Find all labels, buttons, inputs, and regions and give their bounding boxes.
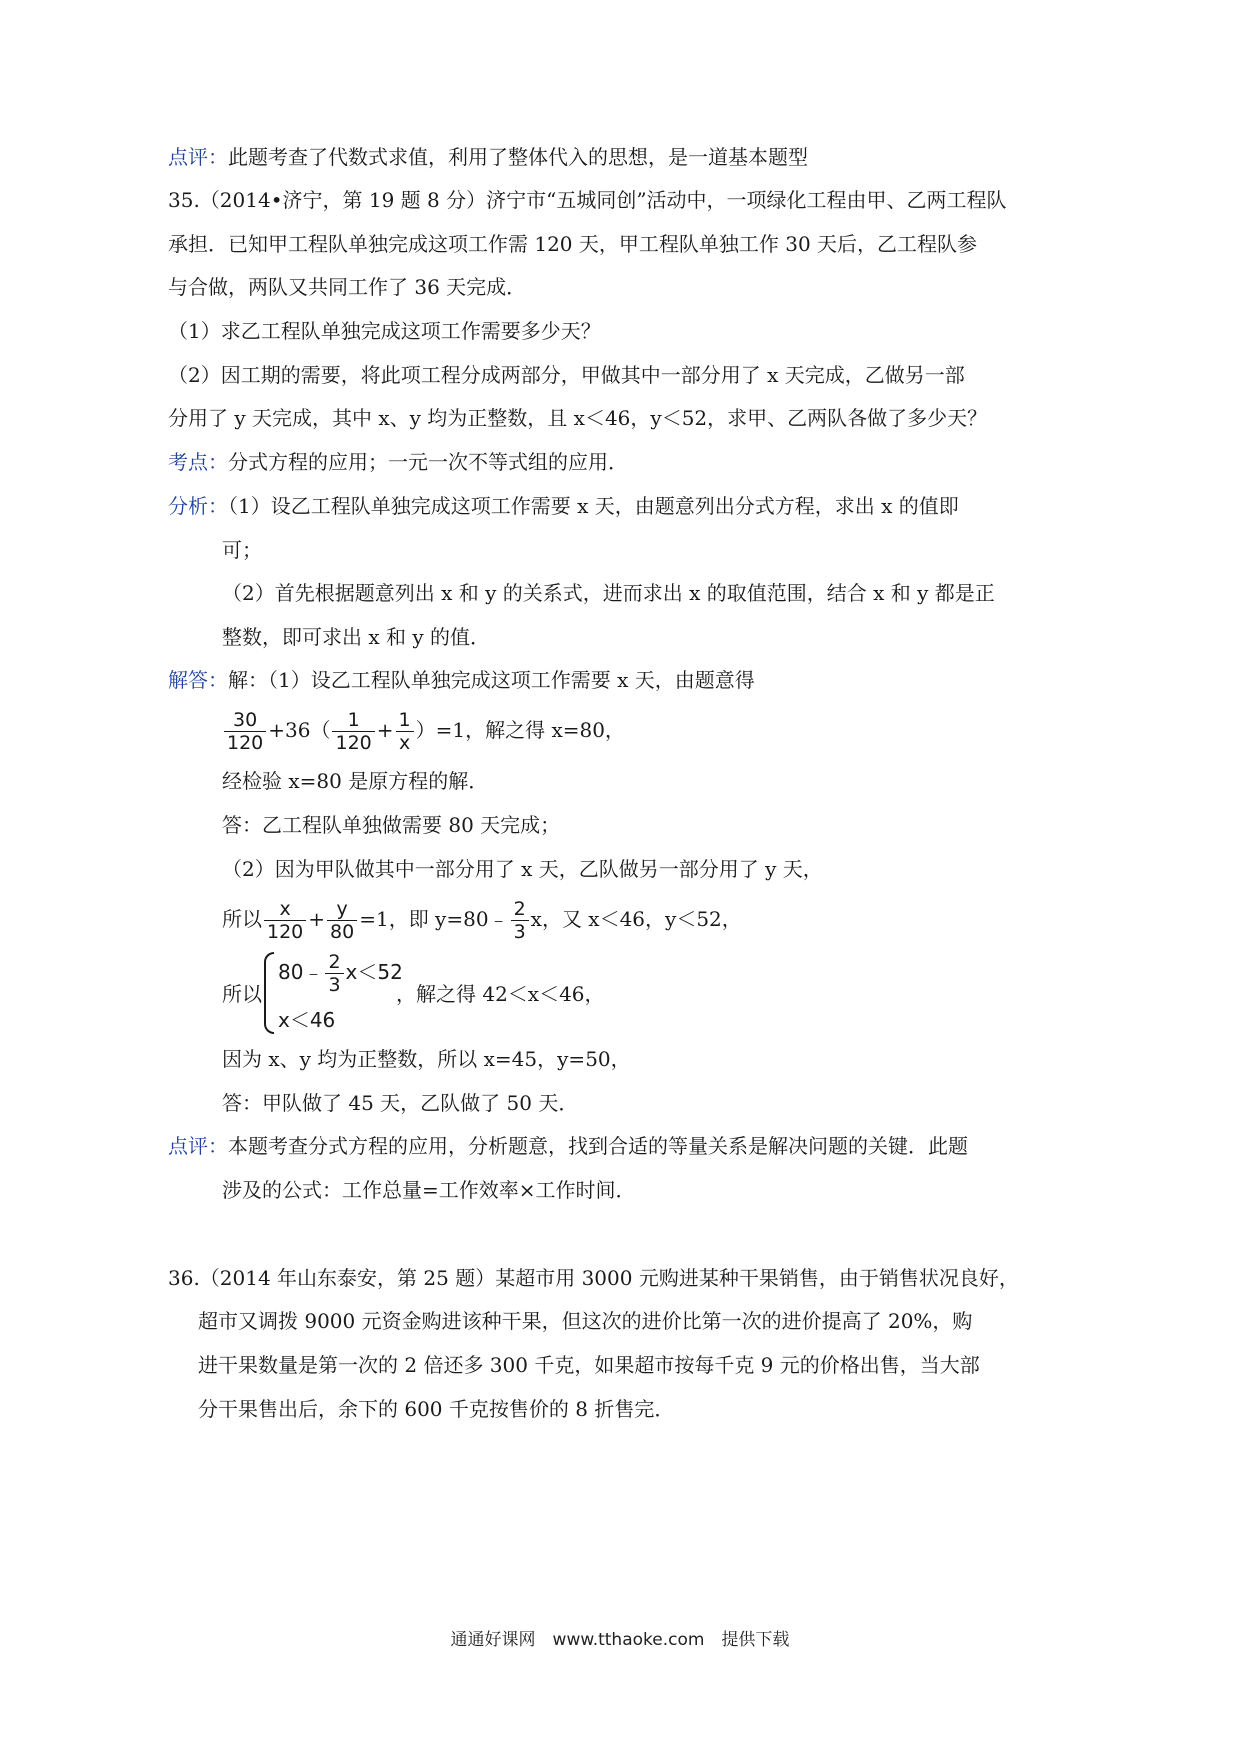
fraction-1-x: $\frac{1}{x}$ <box>396 709 414 754</box>
dianping-text-1: 本题考查分式方程的应用，分析题意，找到合适的等量关系是解决问题的关键．此题 <box>228 1134 968 1158</box>
q36-line-1: 36.（2014 年山东泰安，第 25 题）某超市用 3000 元购进某种干果销售，由于销售状况良好， <box>168 1266 1019 1290</box>
system-row-2: x＜46 <box>278 1008 336 1032</box>
q35-sub-2-line-2: 分用了 y 天完成，其中 x、y 均为正整数，且 x＜46，y＜52，求甲、乙两队各做了多少天？ <box>168 406 988 430</box>
system-brace <box>264 952 274 1034</box>
fraction-y-80: $\frac{y}{80}$ <box>327 898 357 943</box>
comment-label: 点评： <box>168 145 228 169</box>
top-comment <box>168 143 808 171</box>
equation-2: 所以 $\frac{x}{120}$ + $\frac{y}{80}$ =1，即 y=80﹣ $\frac{2}{3}$ x，又 x＜46，y＜52， <box>222 898 742 943</box>
jieda-text-1: 解：（1）设乙工程队单独完成这项工作需要 x 天，由题意得 <box>228 668 755 692</box>
q35-sub-1: （1）求乙工程队单独完成这项工作需要多少天？ <box>168 319 601 343</box>
kaodian-label: 考点： <box>168 450 228 474</box>
q36-line-2: 超市又调拨 9000 元资金购进该种干果，但这次的进价比第一次的进价提高了 20%，购 <box>198 1309 973 1333</box>
jieda-line-4: 答：乙工程队单独做需要 80 天完成； <box>222 813 561 837</box>
jieda-line-9: 答：甲队做了 45 天，乙队做了 50 天． <box>222 1091 579 1115</box>
kaodian <box>168 448 628 476</box>
fenxi-text-1: （1）设乙工程队单独完成这项工作需要 x 天，由题意列出分式方程，求出 x 的值即 <box>228 494 959 518</box>
fenxi-line-2: 可； <box>222 538 262 562</box>
system-prefix: 所以 <box>222 982 262 1006</box>
fraction-30-120: $\frac{30}{120}$ <box>224 709 266 754</box>
fenxi-label: 分析： <box>168 494 228 518</box>
kaodian-text: 分式方程的应用；一元一次不等式组的应用． <box>228 450 628 474</box>
fraction-2-3-system: $\frac{2}{3}$ <box>325 951 343 996</box>
dianping-label: 点评： <box>168 1134 228 1158</box>
comment-text: 此题考查了代数式求值，利用了整体代入的思想，是一道基本题型 <box>228 145 808 169</box>
q36-line-4: 分干果售出后，余下的 600 千克按售价的 8 折售完． <box>198 1397 675 1421</box>
q36-line-3: 进干果数量是第一次的 2 倍还多 300 千克，如果超市按每千克 9 元的价格出售，当大部 <box>198 1353 980 1377</box>
jieda-label: 解答： <box>168 668 228 692</box>
fenxi-line-4: 整数，即可求出 x 和 y 的值． <box>222 625 491 649</box>
q35-line-1: 35.（2014•济宁，第 19 题 8 分）济宁市“五城同创”活动中，一项绿化工程由甲、乙两工程队 <box>168 188 1007 212</box>
page-footer: 通通好课网 www.tthaoke.com 提供下载 <box>450 1630 790 1650</box>
q35-line-2: 承担．已知甲工程队单独完成这项工作需 120 天，甲工程队单独工作 30 天后，乙工程队参 <box>168 232 978 256</box>
system-tail: ，解之得 42＜x＜46， <box>396 982 605 1006</box>
equation-1: $\frac{30}{120}$ +36（ $\frac{1}{120}$ + $\frac{1}{x}$ ）=1，解之得 x=80， <box>222 708 625 754</box>
system-row-1: 80﹣ $\frac{2}{3}$ x＜52 <box>278 951 403 996</box>
jieda-line-3: 经检验 x=80 是原方程的解． <box>222 769 489 793</box>
q35-line-3: 与合做，两队又共同工作了 36 天完成． <box>168 275 527 299</box>
jieda-line-8: 因为 x、y 均为正整数，所以 x=45，y=50， <box>222 1047 631 1071</box>
fraction-x-120: $\frac{x}{120}$ <box>264 898 306 943</box>
fenxi-line-3: （2）首先根据题意列出 x 和 y 的关系式，进而求出 x 的取值范围，结合 x 和 y 都是正 <box>222 581 995 605</box>
fenxi-line-1 <box>168 492 959 520</box>
q35-sub-2-line-1: （2）因工期的需要，将此项工程分成两部分，甲做其中一部分用了 x 天完成，乙做另一部 <box>168 363 965 387</box>
dianping-line-1 <box>168 1132 968 1160</box>
fraction-2-3: $\frac{2}{3}$ <box>511 898 529 943</box>
jieda-line-1 <box>168 666 755 694</box>
dianping-line-2: 涉及的公式：工作总量=工作效率×工作时间． <box>222 1178 636 1202</box>
jieda-line-5: （2）因为甲队做其中一部分用了 x 天，乙队做另一部分用了 y 天， <box>222 857 823 881</box>
fraction-1-120: $\frac{1}{120}$ <box>332 709 374 754</box>
